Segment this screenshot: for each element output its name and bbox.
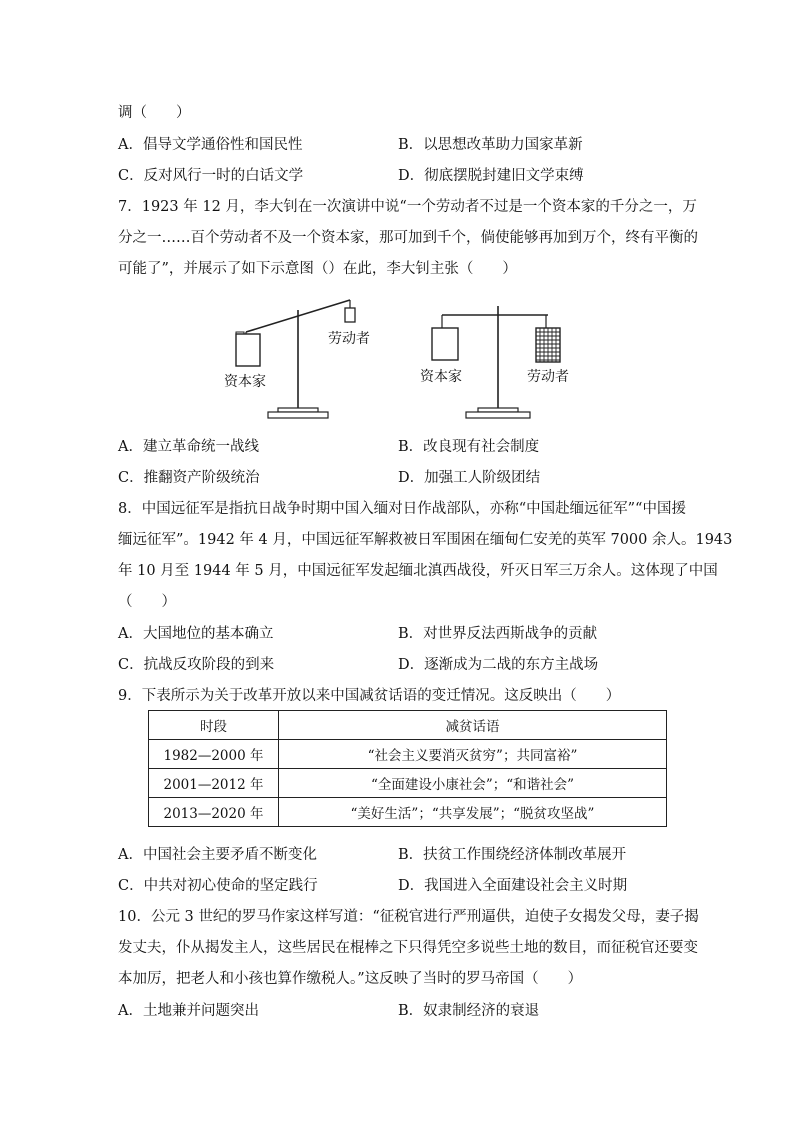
table-header-discourse: 减贫话语 xyxy=(279,711,667,740)
q8-stem-line3: 年 10 月至 1944 年 5 月，中国远征军发起缅北滇西战役，歼灭日军三万余人。这体现了中国 xyxy=(118,563,718,579)
table-cell-discourse: “全面建设小康社会”；“和谐社会” xyxy=(279,769,667,798)
q6-option-b: B．以思想改革助力国家革新 xyxy=(398,137,583,153)
q10-option-a: A．土地兼并问题突出 xyxy=(118,1003,259,1019)
table-row xyxy=(149,740,667,769)
q10-option-b: B．奴隶制经济的衰退 xyxy=(398,1003,540,1019)
q8-option-d: D．逐渐成为二战的东方主战场 xyxy=(398,657,599,673)
table-cell-discourse: “美好生活”；“共享发展”；“脱贫攻坚战” xyxy=(279,798,667,827)
left-balance-scale xyxy=(236,300,355,418)
q6-stem-tail: 调（ ） xyxy=(118,105,191,121)
q7-stem-line1: 7．1923 年 12 月，李大钊在一次演讲中说“一个劳动者不过是一个资本家的千分之一，万 xyxy=(118,199,697,215)
q6-option-c: C．反对风行一时的白话文学 xyxy=(118,168,304,184)
q8-option-b: B．对世界反法西斯战争的贡献 xyxy=(398,626,598,642)
q8-stem-line4: （ ） xyxy=(118,594,176,610)
q8-stem-line1: 8．中国远征军是指抗日战争时期中国入缅对日作战部队，亦称“中国赴缅远征军”“中国援 xyxy=(118,501,686,517)
q10-stem-line1: 10．公元 3 世纪的罗马作家这样写道：“征税官进行严刑逼供，迫使子女揭发父母，妻子揭 xyxy=(118,909,699,925)
q10-stem-line2: 发丈夫，仆从揭发主人，这些居民在棍棒之下只得凭空多说些土地的数目，而征税官还要变 xyxy=(118,940,698,956)
table-header-period: 时段 xyxy=(149,711,279,740)
left-worker-box xyxy=(345,308,355,322)
left-worker-label: 劳动者 xyxy=(328,331,370,347)
q6-option-d: D．彻底摆脱封建旧文学束缚 xyxy=(398,168,584,184)
q8-stem-line2: 缅远征军”。1942 年 4 月，中国远征军解救被日军围困在缅甸仁安羌的英军 7000 余人。1943 xyxy=(118,532,733,548)
table-header-row xyxy=(149,711,667,740)
q10-stem-line3: 本加厉，把老人和小孩也算作缴税人。”这反映了当时的罗马帝国（ ） xyxy=(118,971,583,987)
right-capitalist-box xyxy=(432,328,458,360)
q9-option-d: D．我国进入全面建设社会主义时期 xyxy=(398,878,628,894)
q7-option-c: C．推翻资产阶级统治 xyxy=(118,470,260,486)
balance-scale-figure xyxy=(220,290,580,430)
q6-option-a: A．倡导文学通俗性和国民性 xyxy=(118,137,303,153)
right-capitalist-label: 资本家 xyxy=(420,369,462,385)
table-cell-period: 2001—2012 年 xyxy=(149,769,279,798)
table-row xyxy=(149,798,667,827)
q7-stem-line3: 可能了”，并展示了如下示意图（）在此，李大钊主张（ ） xyxy=(118,261,517,277)
q9-option-b: B．扶贫工作围绕经济体制改革展开 xyxy=(398,847,627,863)
table-cell-period: 2013—2020 年 xyxy=(149,798,279,827)
q9-stem: 9．下表所示为关于改革开放以来中国减贫话语的变迁情况。这反映出（ ） xyxy=(118,688,621,704)
q9-option-a: A．中国社会主要矛盾不断变化 xyxy=(118,847,317,863)
q8-option-a: A．大国地位的基本确立 xyxy=(118,626,274,642)
q7-option-b: B．改良现有社会制度 xyxy=(398,439,540,455)
right-worker-grid xyxy=(536,328,560,362)
table-cell-discourse: “社会主义要消灭贫穷”；共同富裕” xyxy=(279,740,667,769)
right-worker-label: 劳动者 xyxy=(527,369,569,385)
left-capitalist-label: 资本家 xyxy=(224,374,266,390)
q7-option-a: A．建立革命统一战线 xyxy=(118,439,259,455)
right-balance-scale xyxy=(432,306,560,418)
table-cell-period: 1982—2000 年 xyxy=(149,740,279,769)
q7-option-d: D．加强工人阶级团结 xyxy=(398,470,541,486)
q9-option-c: C．中共对初心使命的坚定践行 xyxy=(118,878,318,894)
poverty-discourse-table xyxy=(148,710,667,827)
table-row xyxy=(149,769,667,798)
left-capitalist-box xyxy=(236,334,260,366)
q8-option-c: C．抗战反攻阶段的到来 xyxy=(118,657,275,673)
q7-stem-line2: 分之一……百个劳动者不及一个资本家，那可加到千个，倘使能够再加到万个，终有平衡的 xyxy=(118,230,698,246)
